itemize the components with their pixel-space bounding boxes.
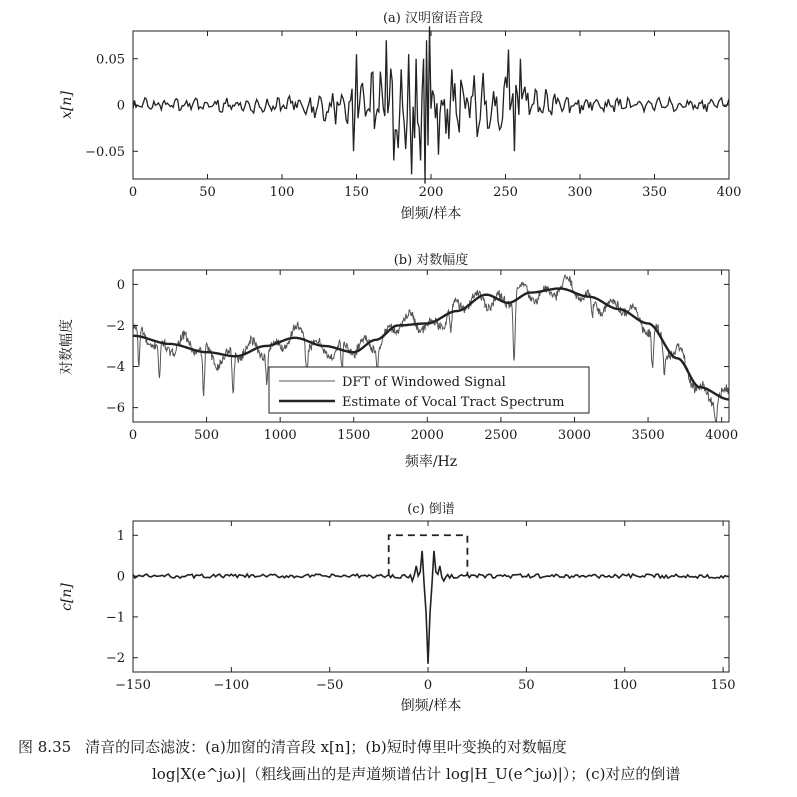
x-tick-label: 50 <box>518 678 535 693</box>
x-tick-label: 2000 <box>410 428 444 443</box>
panel-b-x-axis-title: 频率/Hz <box>404 454 458 470</box>
panel-b-log-magnitude <box>58 252 738 470</box>
panel-c-y-ticks <box>106 529 729 666</box>
series-windowed-speech <box>133 26 729 183</box>
x-tick-label: 500 <box>194 428 219 443</box>
panel-a-x-axis-title: 倒频/样本 <box>400 206 462 222</box>
y-tick-label: −1 <box>105 610 125 626</box>
caption-line-2: log|X(e^jω)|（粗线画出的是声道频谱估计 log|H_U(e^jω)|）；(c)对应的倒谱 <box>152 765 681 783</box>
y-tick-label: −4 <box>105 360 125 376</box>
panel-b-title: (b) 对数幅度 <box>393 253 469 268</box>
y-tick-label: 0.05 <box>96 52 125 68</box>
panel-c-y-axis-title: c[n] <box>59 583 75 611</box>
panel-a-title: (a) 汉明窗语音段 <box>382 11 484 26</box>
x-tick-label: 1000 <box>263 428 297 443</box>
panel-c-title: (c) 倒谱 <box>407 502 455 517</box>
y-tick-label: 0 <box>116 569 125 585</box>
figure-caption <box>0 730 797 797</box>
panel-a-y-axis-title: x[n] <box>59 91 75 119</box>
x-tick-label: 100 <box>269 185 295 200</box>
x-tick-label: 1500 <box>337 428 371 443</box>
y-tick-label: −2 <box>105 651 125 667</box>
panel-a-signal <box>59 10 741 222</box>
x-tick-label: 4000 <box>705 428 739 443</box>
panel-c-cepstrum <box>59 502 736 714</box>
legend-label-vocal-tract: Estimate of Vocal Tract Spectrum <box>342 395 565 410</box>
x-tick-label: 0 <box>128 428 138 443</box>
panel-c-plot <box>133 535 729 664</box>
x-tick-label: 50 <box>199 185 216 200</box>
caption-line-1 <box>18 736 567 757</box>
x-tick-label: 2500 <box>484 428 518 443</box>
x-tick-label: 400 <box>716 185 742 200</box>
legend-label-dft: DFT of Windowed Signal <box>342 375 506 390</box>
y-tick-label: −6 <box>105 401 125 417</box>
x-tick-label: 3500 <box>631 428 665 443</box>
x-tick-label: 0 <box>128 185 138 200</box>
x-tick-label: 3000 <box>557 428 592 443</box>
x-tick-label: 300 <box>567 185 593 200</box>
x-tick-label: 250 <box>493 185 518 200</box>
x-tick-label: 150 <box>710 678 736 693</box>
x-tick-label: 350 <box>642 185 667 200</box>
x-tick-label: −150 <box>115 678 151 693</box>
y-tick-label: 0 <box>116 277 125 293</box>
x-tick-label: 100 <box>612 678 638 693</box>
y-tick-label: −0.05 <box>85 144 125 160</box>
x-tick-label: −100 <box>213 678 250 693</box>
y-tick-label: −2 <box>105 318 125 334</box>
y-tick-label: 0 <box>116 98 125 114</box>
panel-a-plot <box>133 26 729 183</box>
caption-figure-number: 图 8.35 <box>18 738 72 756</box>
panel-c-x-axis-title: 倒频/样本 <box>400 698 462 714</box>
x-tick-label: 0 <box>423 678 433 693</box>
series-cepstrum <box>133 551 729 664</box>
x-tick-label: 200 <box>418 185 444 200</box>
y-tick-label: 1 <box>116 528 125 544</box>
x-tick-label: −50 <box>315 678 344 693</box>
lifter-window <box>389 535 468 576</box>
panel-b-y-axis-title: 对数幅度 <box>59 319 75 375</box>
x-tick-label: 150 <box>344 185 369 200</box>
panel-b-legend <box>269 367 589 413</box>
panel-b-x-ticks <box>129 270 738 443</box>
caption-text-1: 清音的同态滤波：(a)加窗的清音段 x[n]；(b)短时傅里叶变换的对数幅度 <box>85 738 567 756</box>
